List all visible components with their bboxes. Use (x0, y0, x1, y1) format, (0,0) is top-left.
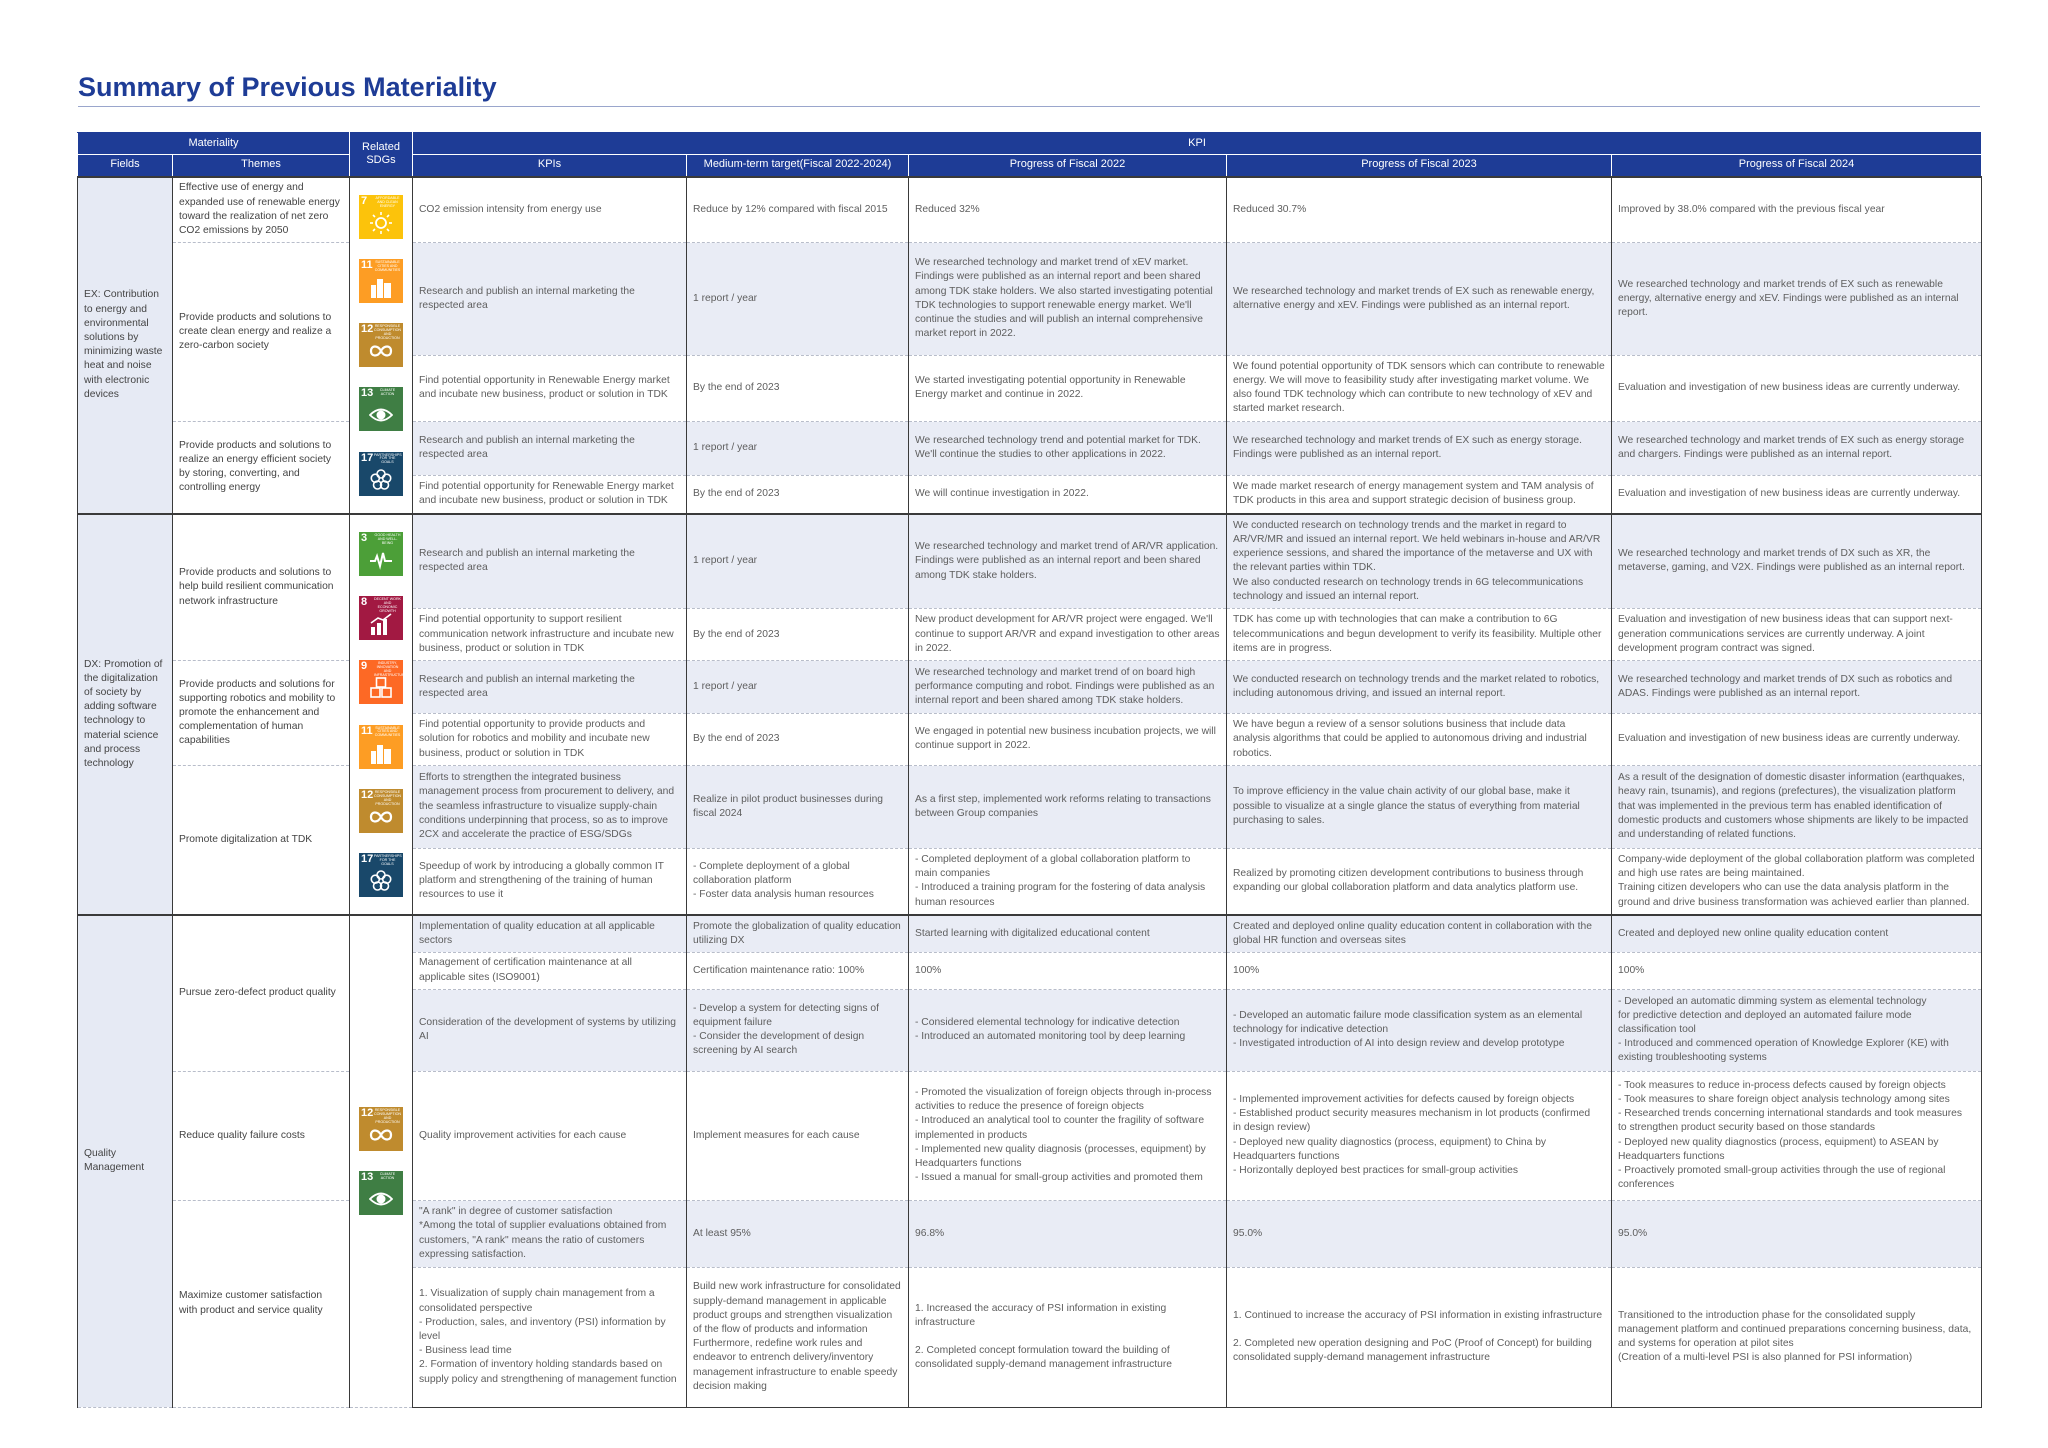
progress-2022-cell: We will continue investigation in 2022. (909, 476, 1227, 514)
sdg-pictogram (369, 612, 393, 636)
progress-2024-cell: 95.0% (1612, 1200, 1982, 1267)
progress-2024-cell: We researched technology and market trends of EX such as renewable energy, alternative energy and xEV. Findings were published as an internal report. (1612, 243, 1982, 356)
progress-2023-header: Progress of Fiscal 2023 (1227, 155, 1612, 177)
related-sdgs-header: Related SDGs (350, 133, 413, 177)
kpi-cell: Research and publish an internal marketing the respected area (413, 243, 687, 356)
city-icon (359, 259, 403, 303)
progress-2023-cell: Realized by promoting citizen development contributions to business through expanding our global collaboration platform and data analytics platform use. (1227, 848, 1612, 915)
progress-2024-cell: We researched technology and market trends of DX such as robotics and ADAS. Findings were published as an internal report. (1612, 661, 1982, 714)
target-cell: At least 95% (687, 1200, 909, 1267)
progress-2024-header: Progress of Fiscal 2024 (1612, 155, 1982, 177)
kpi-cell: Research and publish an internal marketing the respected area (413, 514, 687, 609)
progress-2023-cell: We have begun a review of a sensor solutions business that include data analysis algorithms that could be applied to autonomous driving and industrial robotics. (1227, 713, 1612, 765)
target-cell: Reduce by 12% compared with fiscal 2015 (687, 177, 909, 243)
theme-cell: Maximize customer satisfaction with product and service quality (173, 1200, 350, 1407)
progress-2024-cell: Evaluation and investigation of new business ideas are currently underway. (1612, 713, 1982, 765)
infinity-icon (359, 323, 403, 367)
kpi-cell: Find potential opportunity to support resilient communication network infrastructure and incubate new business, product or solution in TDK (413, 609, 687, 661)
sdg-pictogram (369, 676, 393, 700)
theme-cell: Promote digitalization at TDK (173, 765, 350, 915)
theme-cell: Provide products and solutions for supporting robotics and mobility to promote the enhancement and complementation of human capabilities (173, 661, 350, 766)
infinity-icon (359, 789, 403, 833)
sdg-number: 17 (361, 852, 374, 865)
target-cell: 1 report / year (687, 514, 909, 609)
eye-globe-icon (359, 1171, 403, 1215)
target-cell: By the end of 2023 (687, 476, 909, 514)
sdg-number: 12 (361, 788, 374, 801)
themes-header: Themes (173, 155, 350, 177)
sdg-number: 12 (361, 1107, 374, 1120)
sdg-label: DECENT WORK AND ECONOMIC GROWTH (374, 597, 401, 613)
progress-2022-header: Progress of Fiscal 2022 (909, 155, 1227, 177)
progress-2023-cell: TDK has come up with technologies that can make a contribution to 6G telecommunications and begun development to verify its feasibility. Multiple other items are in progress. (1227, 609, 1612, 661)
sdg-pictogram (369, 1123, 393, 1147)
sdg-pictogram (369, 211, 393, 235)
target-cell: 1 report / year (687, 421, 909, 476)
progress-2022-cell: We researched technology trend and potential market for TDK. We'll continue the studies to other applications in 2022. (909, 421, 1227, 476)
progress-2024-cell: 100% (1612, 952, 1982, 989)
progress-2024-cell: As a result of the designation of domestic disaster information (earthquakes, heavy rain, tsunamis), and regions (prefectures), the visualization platform that was implemented in the previous term has enabled identification of domestic products and customers whose shipments are likely to be impacted and understanding of related functions. (1612, 765, 1982, 848)
page-title: Summary of Previous Materiality (78, 72, 497, 102)
eye-globe-icon (359, 387, 403, 431)
progress-2022-cell: Started learning with digitalized educational content (909, 915, 1227, 952)
sdg-number: 11 (361, 724, 373, 737)
theme-cell: Reduce quality failure costs (173, 1071, 350, 1200)
progress-2024-cell: Evaluation and investigation of new business ideas are currently underway. (1612, 355, 1982, 421)
sdg-number: 8 (361, 596, 368, 609)
kpi-cell: Find potential opportunity in Renewable Energy market and incubate new business, product or solution in TDK (413, 355, 687, 421)
progress-2023-cell: 1. Continued to increase the accuracy of PSI information in existing infrastructure 2. Completed new operation designing and PoC (Proof of Concept) for building consolidated supply-demand management infrastructure (1227, 1267, 1612, 1407)
target-cell: - Complete deployment of a global collaboration platform - Foster data analysis human resources (687, 848, 909, 915)
heartbeat-icon (359, 532, 403, 576)
field-cell: DX: Promotion of the digitalization of society by adding software technology to material science and process technology (78, 514, 173, 915)
progress-2023-cell: We researched technology and market trends of EX such as renewable energy, alternative energy and xEV. Findings were published as an internal report. (1227, 243, 1612, 356)
theme-cell: Effective use of energy and expanded use of renewable energy toward the realization of net zero CO2 emissions by 2050 (173, 177, 350, 243)
progress-2022-cell: As a first step, implemented work reforms relating to transactions between Group companies (909, 765, 1227, 848)
infinity-icon (359, 1107, 403, 1151)
progress-2023-cell: We made market research of energy management system and TAM analysis of TDK products in this area and support strategic decision of business group. (1227, 476, 1612, 514)
progress-2024-cell: We researched technology and market trends of DX such as XR, the metaverse, gaming, and V2X. Findings were published as an internal report. (1612, 514, 1982, 609)
sdg-label: GOOD HEALTH AND WELL-BEING (374, 532, 401, 545)
target-cell: By the end of 2023 (687, 355, 909, 421)
sdg-number: 9 (361, 660, 368, 673)
sdg-label: CLIMATE ACTION (379, 1172, 396, 1181)
kpi-cell: 1. Visualization of supply chain management from a consolidated perspective - Production, sales, and inventory (PSI) information by level - Business lead time 2. Formation of inventory holding standards based on supply policy and strengthening of management function (413, 1267, 687, 1407)
kpi-cell: CO2 emission intensity from energy use (413, 177, 687, 243)
sdg-number: 11 (361, 258, 373, 271)
theme-cell: Provide products and solutions to realize an energy efficient society by storing, converting, and controlling energy (173, 421, 350, 514)
sdg-label: SUSTAINABLE CITIES AND COMMUNITIES (374, 725, 401, 738)
theme-cell: Pursue zero-defect product quality (173, 915, 350, 1071)
progress-2023-cell: To improve efficiency in the value chain activity of our global base, make it possible to visualize at a single glance the status of everything from material purchasing to sales. (1227, 765, 1612, 848)
theme-cell: Provide products and solutions to help build resilient communication network infrastructure (173, 514, 350, 661)
cubes-icon (359, 660, 407, 704)
sdg-icons-cell (350, 514, 413, 915)
progress-2024-cell: - Developed an automatic dimming system as elemental technology for predictive detection and deployed an automated failure mode classification tool - Introduced and commenced operation of Knowledge Explorer (KE) with existing troubleshooting systems (1612, 989, 1982, 1071)
progress-2023-cell: - Implemented improvement activities for defects caused by foreign objects - Established product security measures mechanism in lot products (confirmed in design review) - Deployed new quality diagnostics (process, equipment) to China by Headquarters functions - Horizontally deployed best practices for small-group activities (1227, 1071, 1612, 1200)
kpi-header: KPI (413, 133, 1982, 155)
sdg-pictogram (369, 548, 393, 572)
kpi-cell: Quality improvement activities for each cause (413, 1071, 687, 1200)
progress-2022-cell: We researched technology and market trend of on board high performance computing and robot. Findings were published as an internal report and been shared among TDK stake holders. (909, 661, 1227, 714)
progress-2023-cell: We researched technology and market trends of EX such as energy storage. Findings were published as an internal report. (1227, 421, 1612, 476)
city-icon (359, 725, 403, 769)
sdg-number: 13 (361, 1171, 374, 1184)
sdg-label: INDUSTRY, INNOVATION AND INFRASTRUCTURE (374, 661, 407, 678)
sdg-label: RESPONSIBLE CONSUMPTION AND PRODUCTION (374, 324, 401, 340)
progress-2022-cell: We engaged in potential new business incubation projects, we will continue support in 2022. (909, 713, 1227, 765)
progress-2023-cell: We conducted research on technology trends and the market related to robotics, including autonomous driving, and issued an internal report. (1227, 661, 1612, 714)
sdg-icons-cell (350, 915, 413, 1407)
kpi-cell: Find potential opportunity to provide products and solution for robotics and mobility and incubate new business, product or solution in TDK (413, 713, 687, 765)
sdg-pictogram (369, 1187, 393, 1211)
progress-2022-cell: - Promoted the visualization of foreign objects through in-process activities to reduce the presence of foreign objects - Introduced an analytical tool to counter the fragility of software implemented in products - Implemented new quality diagnosis (processes, equipment) by Headquarters functions - Issued a manual for small-group activities and promoted them (909, 1071, 1227, 1200)
materiality-table (77, 132, 1982, 1408)
theme-cell: Provide products and solutions to create clean energy and realize a zero-carbon society (173, 243, 350, 422)
kpi-cell: "A rank" in degree of customer satisfaction *Among the total of supplier evaluations obtained from customers, "A rank" means the ratio of customers expressing satisfaction. (413, 1200, 687, 1267)
progress-2022-cell: 1. Increased the accuracy of PSI information in existing infrastructure 2. Completed concept formulation toward the building of consolidated supply-demand management infrastructure (909, 1267, 1227, 1407)
sdg-pictogram (369, 339, 393, 363)
flower-icon (359, 452, 403, 496)
sdg-number: 17 (361, 451, 374, 464)
sdg-label: CLIMATE ACTION (379, 388, 396, 397)
progress-2022-cell: 96.8% (909, 1200, 1227, 1267)
field-cell: Quality Management (78, 915, 173, 1407)
target-cell: 1 report / year (687, 243, 909, 356)
sdg-label: PARTNERSHIPS FOR THE GOALS (374, 853, 402, 866)
progress-2022-cell: We started investigating potential opportunity in Renewable Energy market and continue in 2022. (909, 355, 1227, 421)
kpis-header: KPIs (413, 155, 687, 177)
sdg-label: PARTNERSHIPS FOR THE GOALS (374, 452, 402, 465)
progress-2022-cell: - Considered elemental technology for indicative detection - Introduced an automated monitoring tool by deep learning (909, 989, 1227, 1071)
progress-2024-cell: Company-wide deployment of the global collaboration platform was completed and high use rates are being maintained. Training citizen developers who can use the data analysis platform in the ground and drive business transformation was achieved earlier than planned. (1612, 848, 1982, 915)
sdg-number: 12 (361, 323, 374, 336)
progress-2022-cell: We researched technology and market trend of xEV market. Findings were published as an internal report and been shared among TDK stake holders. We also started investigating potential TDK technologies to support renewable energy market. We'll continue the studies and will publish an internal comprehensive market report in 2022. (909, 243, 1227, 356)
sdg-pictogram (369, 468, 393, 492)
progress-2024-cell: Evaluation and investigation of new business ideas that can support next-generation communications services are currently underway. A joint development program contract was signed. (1612, 609, 1982, 661)
kpi-cell: Consideration of the development of systems by utilizing AI (413, 989, 687, 1071)
progress-2022-cell: We researched technology and market trend of AR/VR application. Findings were published as an internal report and been shared among TDK stake holders. (909, 514, 1227, 609)
progress-2023-cell: We found potential opportunity of TDK sensors which can contribute to renewable energy. We will move to feasibility study after investigating market volume. We also found TDK technology which can contribute to new technology of xEV and started market research. (1227, 355, 1612, 421)
kpi-cell: Find potential opportunity for Renewable Energy market and incubate new business, product or solution in TDK (413, 476, 687, 514)
sdg-pictogram (369, 275, 393, 299)
target-cell: By the end of 2023 (687, 713, 909, 765)
field-cell: EX: Contribution to energy and environmental solutions by minimizing waste heat and noise with electronic devices (78, 177, 173, 514)
progress-2023-cell: We conducted research on technology trends and the market in regard to AR/VR/MR and issued an internal report. We held webinars in-house and AR/VR experience sessions, and shared the importance of the metaverse and UX with the relevant parties within TDK. We also conducted research on technology trends in 6G telecommunications technology and issued an internal report. (1227, 514, 1612, 609)
sdg-label: RESPONSIBLE CONSUMPTION AND PRODUCTION (374, 789, 401, 806)
sdg-pictogram (369, 741, 393, 765)
title-divider (78, 106, 1980, 107)
target-cell: Implement measures for each cause (687, 1071, 909, 1200)
progress-2022-cell: 100% (909, 952, 1227, 989)
materiality-header: Materiality (78, 133, 350, 155)
progress-2024-cell: Improved by 38.0% compared with the previous fiscal year (1612, 177, 1982, 243)
progress-2022-cell: Reduced 32% (909, 177, 1227, 243)
fields-header: Fields (78, 155, 173, 177)
progress-2023-cell: 100% (1227, 952, 1612, 989)
sdg-number: 3 (361, 531, 368, 544)
target-cell: Build new work infrastructure for consolidated supply-demand management in applicable product groups and strengthen visualization of the flow of products and information Furthermore, redefine work rules and endeavor to entrench delivery/inventory management infrastructure to enable speedy decision making (687, 1267, 909, 1407)
flower-icon (359, 853, 403, 897)
progress-2022-cell: - Completed deployment of a global collaboration platform to main companies - Introduced a training program for the fostering of data analysis human resources (909, 848, 1227, 915)
target-cell: Promote the globalization of quality education utilizing DX (687, 915, 909, 952)
target-cell: By the end of 2023 (687, 609, 909, 661)
sdg-label: SUSTAINABLE CITIES AND COMMUNITIES (374, 259, 401, 272)
progress-2024-cell: Evaluation and investigation of new business ideas are currently underway. (1612, 476, 1982, 514)
target-cell: Certification maintenance ratio: 100% (687, 952, 909, 989)
growth-chart-icon (359, 596, 403, 640)
kpi-cell: Implementation of quality education at all applicable sectors (413, 915, 687, 952)
progress-2022-cell: New product development for AR/VR project were engaged. We'll continue to support AR/VR and expand investigation to other areas in 2022. (909, 609, 1227, 661)
sdg-label: RESPONSIBLE CONSUMPTION AND PRODUCTION (374, 1108, 401, 1125)
target-cell: Realize in pilot product businesses during fiscal 2024 (687, 765, 909, 848)
target-cell: 1 report / year (687, 661, 909, 714)
kpi-cell: Speedup of work by introducing a globally common IT platform and strengthening of the training of human resources to use it (413, 848, 687, 915)
target-cell: - Develop a system for detecting signs of equipment failure - Consider the development of design screening by AI search (687, 989, 909, 1071)
progress-2023-cell: Reduced 30.7% (1227, 177, 1612, 243)
sdg-pictogram (369, 805, 393, 829)
kpi-cell: Research and publish an internal marketing the respected area (413, 661, 687, 714)
progress-2023-cell: 95.0% (1227, 1200, 1612, 1267)
sdg-number: 13 (361, 387, 374, 400)
progress-2024-cell: We researched technology and market trends of EX such as energy storage and chargers. Findings were published as an internal report. (1612, 421, 1982, 476)
sdg-number: 7 (361, 194, 368, 207)
progress-2024-cell: Transitioned to the introduction phase for the consolidated supply management platform and continued preparations concerning business, data, and systems for operation at pilot sites (Creation of a multi-level PSI is also planned for PSI information) (1612, 1267, 1982, 1407)
progress-2023-cell: Created and deployed online quality education content in collaboration with the global HR function and overseas sites (1227, 915, 1612, 952)
target-header: Medium-term target(Fiscal 2022-2024) (687, 155, 909, 177)
sdg-pictogram (369, 869, 393, 893)
progress-2024-cell: - Took measures to reduce in-process defects caused by foreign objects - Took measures to share foreign object analysis technology among sites - Researched trends concerning international standards and took measures to strengthen product security based on those standards - Deployed new quality diagnostics (process, equipment) to ASEAN by Headquarters functions - Proactively promoted small-group activities through the use of regional conferences (1612, 1071, 1982, 1200)
kpi-cell: Efforts to strengthen the integrated business management process from procurement to delivery, and the seamless infrastructure to visualize supply-chain conditions underpinning that process, so as to improve 2CX and accelerate the practice of ESG/SDGs (413, 765, 687, 848)
sdg-label: AFFORDABLE AND CLEAN ENERGY (375, 195, 400, 208)
sdg-pictogram (369, 403, 393, 427)
progress-2023-cell: - Developed an automatic failure mode classification system as an elemental technology for indicative detection - Investigated introduction of AI into design review and develop prototype (1227, 989, 1612, 1071)
sdg-icons-cell (350, 177, 413, 514)
kpi-cell: Research and publish an internal marketing the respected area (413, 421, 687, 476)
kpi-cell: Management of certification maintenance at all applicable sites (ISO9001) (413, 952, 687, 989)
progress-2024-cell: Created and deployed new online quality education content (1612, 915, 1982, 952)
sun-icon (359, 195, 403, 239)
